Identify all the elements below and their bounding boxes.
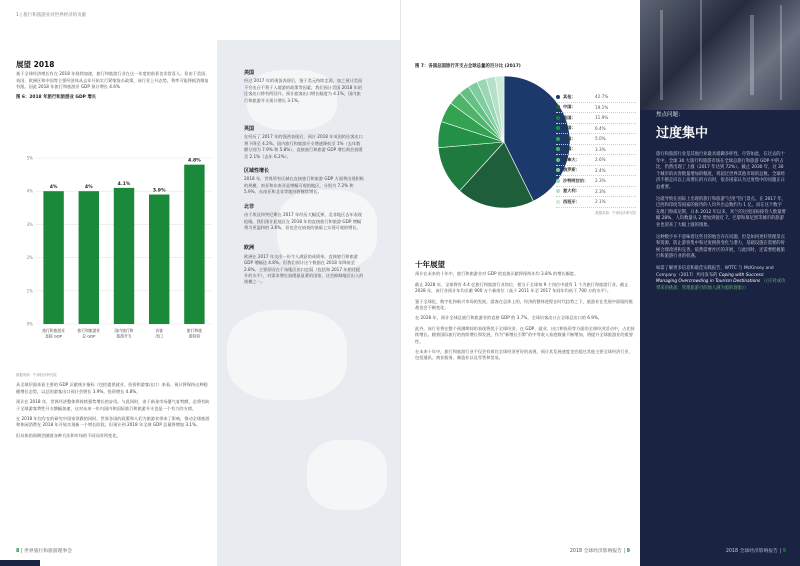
bar-data-label: 4% <box>84 185 93 191</box>
legend-swatch <box>556 189 560 193</box>
legend-swatch <box>556 105 560 109</box>
legend-swatch <box>556 126 560 130</box>
sidebar-p4-title: Coping with Success: Managing Overcrowding in Tourism Destinations <box>656 272 765 285</box>
legend-label: 沙特阿拉伯： <box>563 177 589 183</box>
us-title: 美国 <box>244 70 255 76</box>
sidebar-p3: 这种数字并不意味着这些目的地会存在问题，但是如何更好管理景点和资源、防止游客集中和过度拥挤变化与潜力，基础设施在需要的时候合理改进和完善，依然需要社区的开展，与此同时，还需要把握旅行和旅游行业的机遇。 <box>656 234 785 260</box>
x-category-label: 旅行和旅 <box>186 328 202 333</box>
legend-value: 2.3% <box>595 178 606 184</box>
bar <box>149 195 169 324</box>
north-africa-title: 北非 <box>244 203 255 210</box>
paragraph-4: 但具体的预期会随着各种方法和市场的不同而有所变化。 <box>16 432 121 438</box>
footer-text-left: | 世界旅行和旅游理事会 <box>20 549 72 554</box>
legend-value: 11.9% <box>595 115 609 121</box>
footer-text-sidebar: 2018 全球经济影响报告 | <box>725 549 782 554</box>
uk-title: 英国 <box>244 126 255 133</box>
pie-legend <box>556 92 636 208</box>
legend-value: 2.3% <box>595 188 606 194</box>
x-category-label: 直接 GDP <box>45 333 63 339</box>
y-tick-label: 3% <box>26 221 33 227</box>
section-title: 展望 2018 <box>16 60 55 69</box>
map-continent-shape <box>307 440 387 510</box>
y-tick-label: 1% <box>26 288 33 294</box>
running-header: 1 | 旅行和旅游业对世界经济的贡献 <box>16 13 87 18</box>
intro-paragraph: 基于全球经济增长有在 2018 年持续加速，旅行和旅游行业在这一年度的前景也非常喜人。但由于美国、英国、欧洲区和中国等主要经济体从去年开始实行紧缩货币政策，该行业上升态势。利率可能将抵消维复有限。因此 2018 年旅行和旅游业 GDP 预计增长 4.6% <box>16 71 210 90</box>
x-category-label: 国内旅行和 <box>114 328 134 333</box>
bar <box>114 188 134 324</box>
legend-swatch <box>556 95 560 99</box>
y-tick-label: 4% <box>26 188 33 194</box>
bar-data-label: 4.8% <box>188 158 201 164</box>
pie-legend-row <box>556 145 636 156</box>
sidebar-p1: 旅行和旅游行业是其他行业最具抵御多样性。尽管如此，在过去的十年中，全球 30 大旅行和旅游市场在全球总旅行和旅游 GDP 中的占比，仍然出现了上涨（2017 年达到 72%）。截止 2030 年，这 30 个城市的访客数量增加的幅度，将超过世界其他市场的总数。全球经济不断走向以上高增长的方向时，很多国家认为过度集中的问题正日益重要。 <box>656 152 785 190</box>
ten-year-p1: 预计在未来的十年中，旅行和旅游业对 GDP 的直接贡献将保持年均 3.8% 的增长幅度。 <box>415 271 579 277</box>
pie-legend-row <box>556 103 636 114</box>
bar-chart <box>16 128 216 368</box>
legend-label: 美国： <box>563 114 576 120</box>
x-category-label: 访客 <box>155 328 163 333</box>
y-tick-label: 0% <box>26 321 33 327</box>
ten-year-p6: 在未来十年中，旅行和旅游行业不仅会有着比全球经济更好的表现，预计其发展速度也会超过其他主要全球经济行业，包括通讯、商业服务、制造业以及零售和贸易。 <box>415 349 633 361</box>
crowd-photo <box>640 0 800 110</box>
ten-year-p3: 鉴于全球化、数字化和新兴市场的发展，游客在总体上的，经济的整体进程在时代趋势之下，旅游业在发展中面临的挑战也会不断变化。 <box>415 298 633 311</box>
legend-label: 法国： <box>563 146 576 152</box>
sidebar-footer <box>726 547 786 554</box>
regions-column <box>244 70 364 290</box>
legend-value: 6.4% <box>595 125 606 131</box>
pie-legend-row <box>556 166 636 177</box>
us-text: 经过 2017 年的现货表现后，鉴于美元持续走弱，加之预计美国不会出台不利于入境游的政策等因素，我们预计美国 2018 年的还客出口将有所回升。预计旅客出口增长幅度为 4.1%，国内旅行和旅游开支预计增长 3.1%。 <box>244 78 363 103</box>
left-column <box>16 62 211 103</box>
page-number-left: 8 <box>16 549 20 554</box>
x-category-label: 旅游开支 <box>116 333 132 339</box>
sidebar-p2: 这就导致在国际上出现的旅行和旅游“过度”热门景点。在 2017 年，巴西和印度等国家的接待的人均外出总数约为 1 亿，而在这个数字在澳门和威尼斯，日本 2012 年以来，米兰的过度国际接待人数量增幅 28%，人均数量从 2 增加到接近 7。巴黎和慕尼黑等城市的旅游业也迎来了大幅上涨的现象。 <box>656 196 786 228</box>
pie-legend-row <box>556 197 636 208</box>
bar-data-label: 3.9% <box>152 188 166 194</box>
sidebar-p4 <box>656 266 786 292</box>
x-category-label: 总 GDP <box>82 333 96 339</box>
legend-value: 42.7% <box>595 94 609 100</box>
legend-label: 德国： <box>563 125 576 131</box>
legend-swatch <box>556 179 560 183</box>
sidebar-label: 焦点问题： <box>656 112 684 118</box>
legend-swatch <box>556 158 560 162</box>
map-continent-shape <box>227 310 347 400</box>
legend-value: 2.4% <box>595 167 606 173</box>
ten-year-p2: 截止 2028 年，全球将有 4.4 亿旅行和旅游行业岗位，相当于全球每 9 个岗位中就有 1 个为旅行和旅游行业。截止 2028 年，该行业预计年均贡献 900 万个新岗位（高于 2011 年至 2017 年间年均低于 700 万的水平）。 <box>415 281 629 294</box>
y-tick-label: 5% <box>26 155 33 161</box>
left-column-lower <box>16 372 211 443</box>
bar <box>43 191 63 324</box>
paragraph-3: 在 2018 年包存在的研究中国家领跌的同时，世界各国的政策和人们为旅游业带来了影响，推动全球旅游和休闲消费在 2018 年开始实现新一个增长阶段。但预计到 2018 年全球 GDP 总量将增加 3.1%。 <box>16 416 210 428</box>
legend-label: 意大利： <box>563 188 580 194</box>
north-africa-text: 由于埃及和突尼斯在 2017 年经历大幅反弹，北非地区去年表现抢眼。我们预计此地区在 2018 年的直接旅行和旅游 GDP 增幅将为更温和的 3.6%，但也会在较低的基础上实现可观的增长。 <box>244 212 363 230</box>
footer-text-right: 2018 全球经济影响报告 | <box>569 549 626 554</box>
legend-value: 2.1% <box>595 199 606 205</box>
page-number-sidebar: 9 <box>782 549 786 554</box>
fig7-title: 图 7：各国总国旅行开支占全球总量的百分比 (2017) <box>415 64 521 69</box>
page-number-right: 9 <box>626 549 630 554</box>
pie-source-wrap <box>556 210 636 220</box>
pie-legend-row <box>556 124 636 135</box>
sidebar-p4-lead: 如需了解更多信息和最佳实践报告，WTTC 与 McKinsey and Company（2017）共同发布的 <box>656 265 774 278</box>
legend-value: 3.3% <box>595 146 606 152</box>
pie-legend-row <box>556 155 636 166</box>
legend-value: 19.1% <box>595 104 609 110</box>
pie-legend-row <box>556 187 636 198</box>
legend-label: 英国： <box>563 135 576 141</box>
x-category-label: 旅行和旅游业 <box>42 328 65 333</box>
pie-legend-row <box>556 92 636 103</box>
bar-data-label: 4% <box>49 185 58 191</box>
legend-value: 5.0% <box>595 136 606 142</box>
sidebar-title: 过度集中 <box>656 126 709 141</box>
y-tick-label: 2% <box>26 255 33 261</box>
legend-swatch <box>556 200 560 204</box>
x-category-label: 旅行和旅游业 <box>77 328 101 333</box>
legend-swatch <box>556 116 560 120</box>
legend-swatch <box>556 147 560 151</box>
bar-data-label: 4.1% <box>117 181 131 187</box>
ten-year-p5: 此外，该行业将在整个预测期间的表现将优于全球经济，在 GDP、就业、出口和投资等方面的全球经济活动中，占比持续增长。随着国际旅行的持续增长和发展，作为“新增长引擎”的中等收入家庭数量不断增加，将提升全球旅游业的重要性。 <box>415 325 635 344</box>
chart-source: 数据来源：牛津经济研究院 <box>16 373 57 377</box>
legend-label: 加拿大： <box>563 156 580 162</box>
uk-text: 在经历了 2017 年的强劲表现后，预计 2018 年英国的还客出口将下降至 4.2%。国内旅行和旅游开支增速降低至 1%（去年数额分别为 7.9% 和 5.8%），直接旅行和旅游 GDP 增长则会放缓至 2.1%（去年 6.2%）。 <box>244 134 363 159</box>
footer-accent-left <box>0 560 40 566</box>
x-category-label: 出口 <box>155 333 163 339</box>
legend-swatch <box>556 137 560 141</box>
region-text: 2018 年，世界所有区域在直接旅行和旅游 GDP 方面将出现积极的规模，南亚和东南亚是增幅可观的地区，分别为 7.2% 和 5.9%，东南亚和北非等地则将继续增长。 <box>244 176 364 195</box>
legend-label: 西班牙： <box>563 198 580 204</box>
legend-value: 2.6% <box>595 157 606 163</box>
left-footer <box>16 547 72 554</box>
legend-label: 中国： <box>563 104 576 110</box>
legend-swatch <box>556 168 560 172</box>
sidebar-p4-tail: （《应对成功带来的挑战：管理旅游目的地人满为患的现象》） <box>656 279 786 291</box>
paragraph-1: 从全球层面来看主要的 GDP 贡献统计指标（包括提供就业、投资和游客出口）来看。预计将保持这种稳健增长态势，以总的游客出口预计会增长 3.9%，投资增长 4.8%。 <box>16 382 208 394</box>
right-column <box>415 262 635 366</box>
pie-legend-row <box>556 113 636 124</box>
x-category-label: 游投资 <box>188 333 201 339</box>
focus-sidebar <box>640 0 800 566</box>
europe-title: 欧洲 <box>244 245 255 252</box>
legend-label: 俄罗斯： <box>563 167 580 173</box>
pie-legend-row <box>556 134 636 145</box>
legend-label: 其他： <box>563 93 576 99</box>
ten-year-p4: 在 2028 年，预计全球总旅行和旅游业的直接 GDP 的 3.7%，全球访客出口占全球总出口的 6.9%。 <box>415 315 603 321</box>
bar <box>184 165 204 324</box>
pie-source: 数据来源：牛津经济研究院 <box>595 211 636 215</box>
europe-text: 欧洲在 2017 年交出一份令人满意的成绩单。直接旅行和旅游 GDP 增幅达 4.8%。但我们预计这个数据在 2018 年降低至 2.8%。主要原因在于该地区出口走弱（包括和 2017 年相比提升的水平），对需求增长放缓最显著的国家，这会抑制地区出入的规模之一。 <box>244 253 364 285</box>
ten-year-title: 十年展望 <box>415 260 445 269</box>
region-title: 区域性增长 <box>244 168 270 175</box>
fig6-title: 图 6：2018 年旅行和旅游业 GDP 增长 <box>16 94 97 100</box>
pie-legend-row <box>556 176 636 187</box>
sidebar-text-block <box>656 152 786 292</box>
right-footer <box>570 547 630 554</box>
bar <box>79 191 99 324</box>
paragraph-2: 预计在 2018 年，世界经济整体将持续强势增长的步伐。与此同时，由于新金市场暴气复特额，必将有助于全球游客费性开支额幅加速，这对未来一年内国内和国际旅行和旅游开支也是一个有力的支撑。 <box>16 399 210 411</box>
